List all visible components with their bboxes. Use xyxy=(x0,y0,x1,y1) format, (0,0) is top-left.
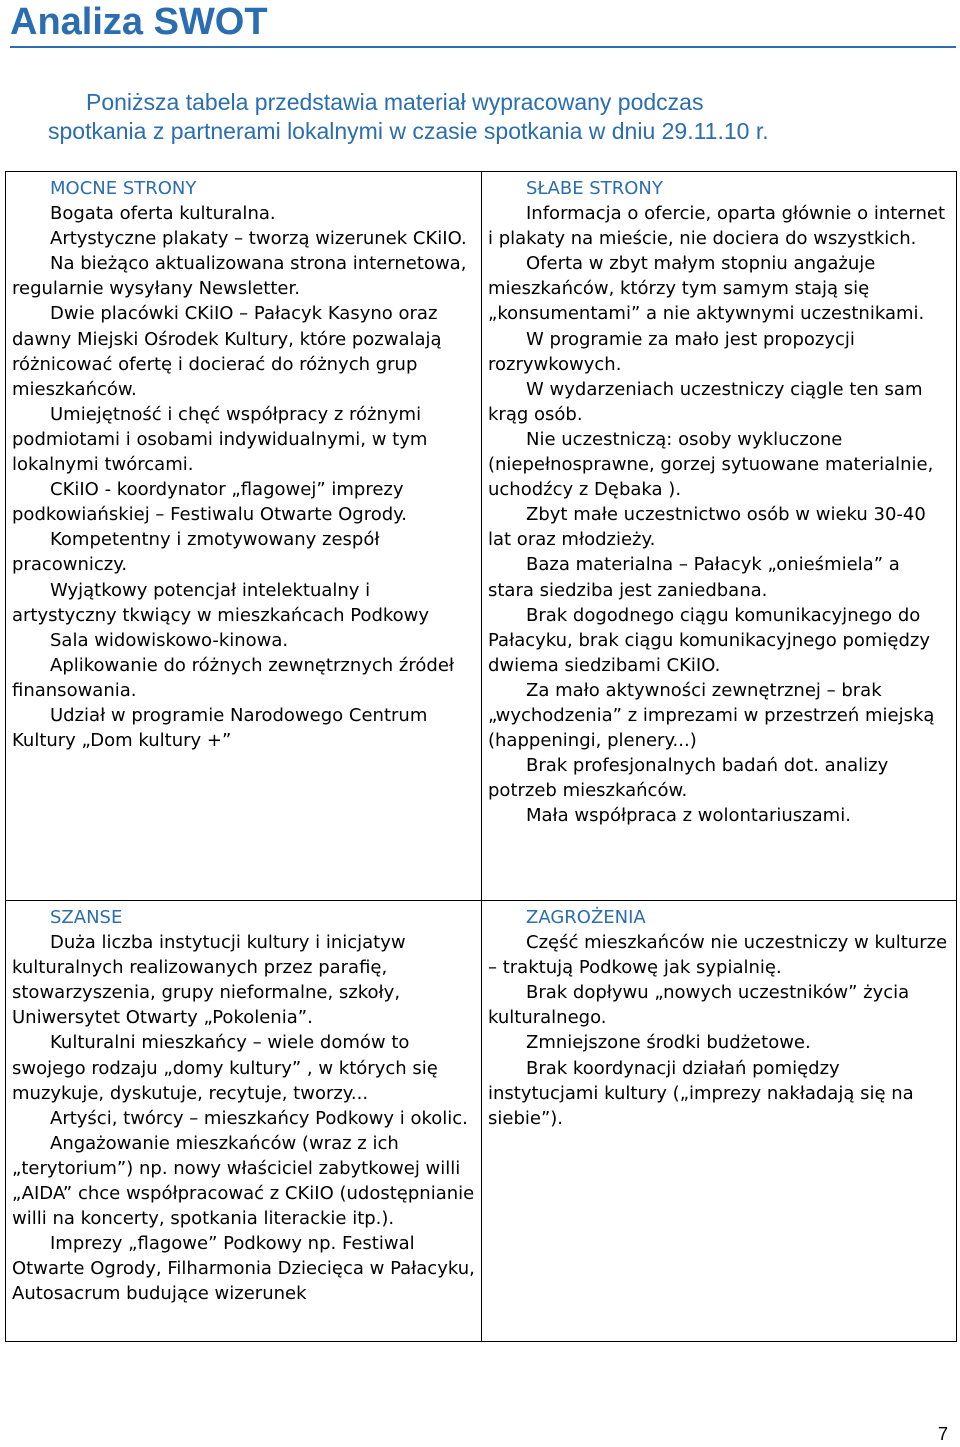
weaknesses-item: Za mało aktywności zewnętrznej – brak „wychodzenia” z imprezami w przestrzeń miejską (happeningi, plenery...) xyxy=(488,679,935,752)
strengths-item: Artystyczne plakaty – tworzą wizerunek CKiIO. xyxy=(50,228,467,250)
page-title: Analiza SWOT xyxy=(10,1,268,43)
strengths-item: Sala widowiskowo-kinowa. xyxy=(50,629,289,651)
weaknesses-item: Oferta w zbyt małym stopniu angażuje mieszkańców, którzy tym samym stają się „konsumentami” a nie aktywnymi uczestnikami. xyxy=(488,253,925,325)
weaknesses-item: Nie uczestniczą: osoby wykluczone (niepełnosprawne, gorzej sytuowane materialnie, uchodźcy z Dębaka ). xyxy=(488,428,934,501)
weaknesses-cell xyxy=(482,172,957,901)
opportunities-item: Angażowanie mieszkańców (wraz z ich „terytorium”) np. nowy właściciel zabytkowej willi „AIDA” chce współpracować z CKiIO (udostępnianie willi na koncerty, spotkania literackie itp.). xyxy=(12,1132,475,1230)
swot-table xyxy=(5,171,957,1342)
opportunities-cell xyxy=(6,901,482,1342)
strengths-item: Wyjątkowy potencjał intelektualny i artystyczny tkwiący w mieszkańcach Podkowy xyxy=(12,579,430,626)
weaknesses-item: W programie za mało jest propozycji rozrywkowych. xyxy=(488,328,855,375)
strengths-item: Kompetentny i zmotywowany zespół pracowniczy. xyxy=(12,529,380,576)
threats-list xyxy=(488,930,950,1131)
title-underline xyxy=(10,46,956,48)
intro-line-1: Poniższa tabela przedstawia materiał wypracowany podczas xyxy=(86,89,704,115)
opportunities-item: Artyści, twórcy – mieszkańcy Podkowy i okolic. xyxy=(50,1107,468,1129)
threats-cell xyxy=(482,901,957,1342)
threats-item: Brak dopływu „nowych uczestników” życia kulturalnego. xyxy=(488,982,910,1029)
strengths-cell xyxy=(6,172,482,901)
weaknesses-heading: SŁABE STRONY xyxy=(526,178,663,199)
strengths-item: Aplikowanie do różnych zewnętrznych źródeł finansowania. xyxy=(12,654,455,701)
weaknesses-item: Mała współpraca z wolontariuszami. xyxy=(526,805,851,827)
opportunities-item: Kulturalni mieszkańcy – wiele domów to swojego rodzaju „domy kultury” , w których się muzykuje, dyskutuje, recytuje, tworzy... xyxy=(12,1032,438,1104)
threats-item: Brak koordynacji działań pomiędzy instytucjami kultury („imprezy nakładają się na siebie”). xyxy=(488,1057,914,1129)
weaknesses-item: W wydarzeniach uczestniczy ciągle ten sam krąg osób. xyxy=(488,378,923,425)
strengths-item: Bogata oferta kulturalna. xyxy=(50,203,276,225)
page-number: 7 xyxy=(937,1424,948,1444)
weaknesses-item: Zbyt małe uczestnictwo osób w wieku 30-40 lat oraz młodzieży. xyxy=(488,504,926,551)
weaknesses-item: Baza materialna – Pałacyk „onieśmiela” a stara siedziba jest zaniedbana. xyxy=(488,554,900,601)
strengths-heading: MOCNE STRONY xyxy=(50,178,197,199)
strengths-item: CKiIO - koordynator „flagowej” imprezy podkowiańskiej – Festiwalu Otwarte Ogrody. xyxy=(12,479,407,526)
weaknesses-item: Brak profesjonalnych badań dot. analizy potrzeb mieszkańców. xyxy=(488,755,889,802)
weaknesses-list xyxy=(488,201,950,828)
strengths-item: Udział w programie Narodowego Centrum Kultury „Dom kultury +” xyxy=(12,704,428,752)
opportunities-list xyxy=(12,930,475,1306)
threats-item: Część mieszkańców nie uczestniczy w kulturze – traktują Podkowę jak sypialnię. xyxy=(488,932,948,979)
strengths-item: Umiejętność i chęć współpracy z różnymi podmiotami i osobami indywidualnymi, w tym lokalnymi twórcami. xyxy=(12,403,428,476)
strengths-item: Na bieżąco aktualizowana strona internetowa, regularnie wysyłany Newsletter. xyxy=(12,253,467,300)
intro-line-2: spotkania z partnerami lokalnymi w czasie spotkania w dniu 29.11.10 r. xyxy=(48,118,769,144)
intro-paragraph xyxy=(48,88,948,146)
strengths-item: Dwie placówki CKiIO – Pałacyk Kasyno oraz dawny Miejski Ośrodek Kultury, które pozwalają różnicować ofertę i docierać do różnych grup mieszkańców. xyxy=(12,303,442,400)
weaknesses-item: Brak dogodnego ciągu komunikacyjnego do Pałacyku, brak ciągu komunikacyjnego pomiędzy dwiema siedzibami CKiIO. xyxy=(488,604,931,676)
threats-heading: ZAGROŻENIA xyxy=(526,907,646,928)
strengths-list xyxy=(12,201,475,753)
weaknesses-item: Informacja o ofercie, oparta głównie o internet i plakaty na mieście, nie dociera do wszystkich. xyxy=(488,203,946,250)
opportunities-item: Duża liczba instytucji kultury i inicjatyw kulturalnych realizowanych przez parafię, stowarzyszenia, grupy nieformalne, szkoły, Uniwersytet Otwarty „Pokolenia”. xyxy=(12,932,406,1029)
threats-item: Zmniejszone środki budżetowe. xyxy=(526,1032,811,1054)
opportunities-heading: SZANSE xyxy=(50,907,123,928)
opportunities-item: Imprezy „flagowe” Podkowy np. Festiwal Otwarte Ogrody, Filharmonia Dziecięca w Pałacyku, Autosacrum budujące wizerunek xyxy=(12,1233,475,1305)
